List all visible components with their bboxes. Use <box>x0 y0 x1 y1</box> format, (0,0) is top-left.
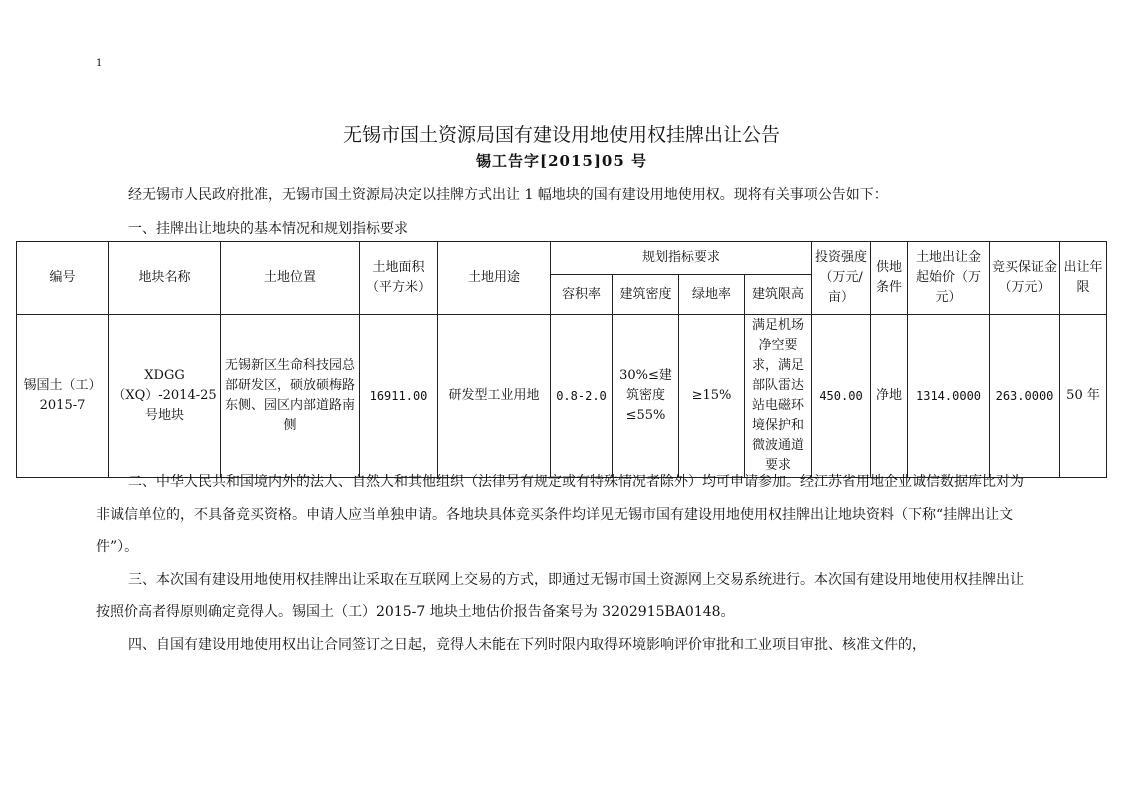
section-1-heading <box>96 215 1031 243</box>
cell-far: 0.8-2.0 <box>551 315 613 478</box>
cell-start-price: 1314.0000 <box>908 315 990 478</box>
header-code: 编号 <box>17 242 109 315</box>
page-title: 无锡市国土资源局国有建设用地使用权挂牌出让公告 <box>342 124 780 146</box>
paragraph-section-3: 三、本次国有建设用地使用权挂牌出让采取在互联网上交易的方式，即通过无锡市国土资源网上交易系统进行。本次国有建设用地使用权挂牌出让按照价高者得原则确定竞得人。锡国土（工）2015-7 地块土地估价报告备案号为 3202915BA0148。 <box>96 571 1024 620</box>
cell-code: 锡国土（工）2015-7 <box>17 315 109 478</box>
cell-supply-condition: 净地 <box>871 315 908 478</box>
cell-area: 16911.00 <box>360 315 438 478</box>
cell-parcel-name: XDGG（XQ）-2014-25 号地块 <box>109 315 221 478</box>
table-header-row <box>17 242 1107 275</box>
paragraph-section-2: 二、中华人民共和国境内外的法人、自然人和其他组织（法律另有规定或有特殊情况者除外）均可申请参加。经江苏省用地企业诚信数据库比对为非诚信单位的，不具备竞买资格。申请人应当单独申请。各地块具体竞买条件均详见无锡市国有建设用地使用权挂牌出让地块资料（下称“挂牌出让文件”）。 <box>96 474 1024 555</box>
header-parcel-name: 地块名称 <box>109 242 221 315</box>
header-start-price: 土地出让金起始价（万元） <box>908 242 990 315</box>
body-paragraphs <box>96 466 1031 661</box>
cell-density: 30%≤建筑密度≤55% <box>613 315 679 478</box>
header-land-use: 土地用途 <box>438 242 551 315</box>
cell-location: 无锡新区生命科技园总部研发区，硕放硕梅路东侧、园区内部道路南侧 <box>221 315 360 478</box>
table-row <box>17 315 1107 478</box>
header-location: 土地位置 <box>221 242 360 315</box>
document-number: 锡工告字[2015]05 号 <box>475 152 648 170</box>
cell-investment: 450.00 <box>812 315 871 478</box>
header-density: 建筑密度 <box>613 275 679 315</box>
cell-land-use: 研发型工业用地 <box>438 315 551 478</box>
header-height-limit: 建筑限高 <box>745 275 812 315</box>
page-number: 1 <box>96 58 103 69</box>
cell-height-limit: 满足机场净空要求，满足部队雷达站电磁环境保护和微波通道要求 <box>745 315 812 478</box>
header-area: 土地面积（平方米） <box>360 242 438 315</box>
intro-text: 经无锡市人民政府批准，无锡市国土资源局决定以挂牌方式出让 1 幅地块的国有建设用地使用权。现将有关事项公告如下： <box>128 187 888 203</box>
header-green-ratio: 绿地率 <box>679 275 745 315</box>
header-far: 容积率 <box>551 275 613 315</box>
cell-deposit: 263.0000 <box>990 315 1060 478</box>
cell-term: 50 年 <box>1060 315 1107 478</box>
cell-green-ratio: ≥15% <box>679 315 745 478</box>
header-term: 出让年限 <box>1060 242 1107 315</box>
intro-paragraph <box>96 181 1031 209</box>
header-supply-condition: 供地条件 <box>871 242 908 315</box>
land-parcel-table <box>16 241 1107 478</box>
paragraph-section-4: 四、自国有建设用地使用权出让合同签订之日起，竞得人未能在下列时限内取得环境影响评价审批和工业项目审批、核准文件的， <box>128 636 926 653</box>
header-planning: 规划指标要求 <box>551 242 812 275</box>
header-deposit: 竞买保证金（万元） <box>990 242 1060 315</box>
header-investment: 投资强度（万元/亩） <box>812 242 871 315</box>
section-1-text: 一、挂牌出让地块的基本情况和规划指标要求 <box>128 221 408 237</box>
